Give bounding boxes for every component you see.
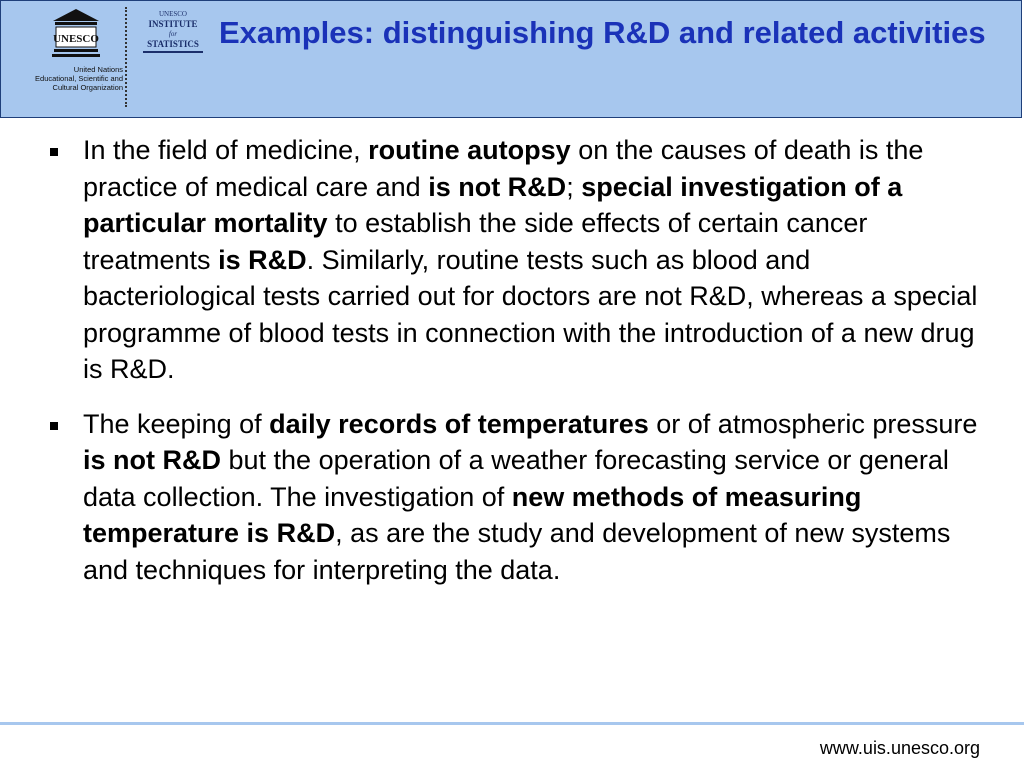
bullet-run: on the causes of death is the practice of medical care and (83, 135, 924, 202)
uis-logo-line-1: UNESCO (158, 10, 187, 18)
bullet-emphasis: is R&D (218, 244, 307, 275)
unesco-wordmark: UNESCO (53, 33, 99, 45)
uis-logo-line-2: INSTITUTE (148, 19, 198, 29)
un-org-line-3: Cultural Organization (52, 83, 123, 92)
unesco-logo-block (11, 5, 123, 109)
bullet-run: to establish the side effects of certain cancer treatments (83, 208, 868, 275)
bullet-run: , as are the study and development of new systems and techniques for interpreting the data. (83, 518, 951, 585)
header-band (0, 0, 1022, 118)
bullet-emphasis: new methods of measuring temperature is R&D (83, 481, 862, 548)
un-org-line-1: United Nations (73, 65, 123, 74)
logo-divider (125, 7, 127, 107)
bullet-run: . Similarly, routine tests such as blood and bacteriological tests carried out for doctors are not R&D, whereas a special programme of blood tests in connection with the introduction of a new drug is R&D. (83, 244, 978, 384)
bullet-emphasis: daily records of temperatures (269, 408, 649, 439)
bullet-emphasis: is not R&D (83, 445, 221, 475)
un-org-line-2: Educational, Scientific and (35, 74, 123, 83)
bullet-list (44, 132, 984, 606)
bullet-run: or of atmospheric pressure (648, 408, 978, 439)
bullet-run: but the operation of a weather forecasting service or general data collection. The investigation of (83, 445, 949, 512)
footer-url: www.uis.unesco.org (819, 738, 980, 758)
uis-logo-line-3: for (168, 30, 178, 38)
bullet-emphasis: is not R&D (428, 171, 567, 202)
un-org-name (15, 65, 123, 92)
bullet-emphasis: routine autopsy (368, 135, 571, 165)
square-bullet-icon (50, 148, 58, 156)
bullet-run: ; (566, 171, 582, 202)
bullet-item-weather (44, 406, 984, 589)
square-bullet-icon (50, 422, 58, 430)
bullet-text (83, 406, 984, 589)
footer-divider (0, 722, 1024, 725)
bullet-run: The keeping of (83, 408, 270, 439)
bullet-run: In the field of medicine, (83, 135, 369, 165)
bullet-item-medicine (44, 132, 984, 388)
unesco-temple-icon (51, 7, 101, 61)
slide-title: Examples: distinguishing R&D and related activities (219, 15, 986, 50)
bullet-emphasis: special investigation of a particular mortality (83, 171, 903, 238)
uis-logo (137, 9, 209, 69)
bullet-text (83, 132, 984, 388)
uis-logo-underline (143, 51, 203, 53)
uis-logo-line-4: STATISTICS (147, 39, 199, 49)
